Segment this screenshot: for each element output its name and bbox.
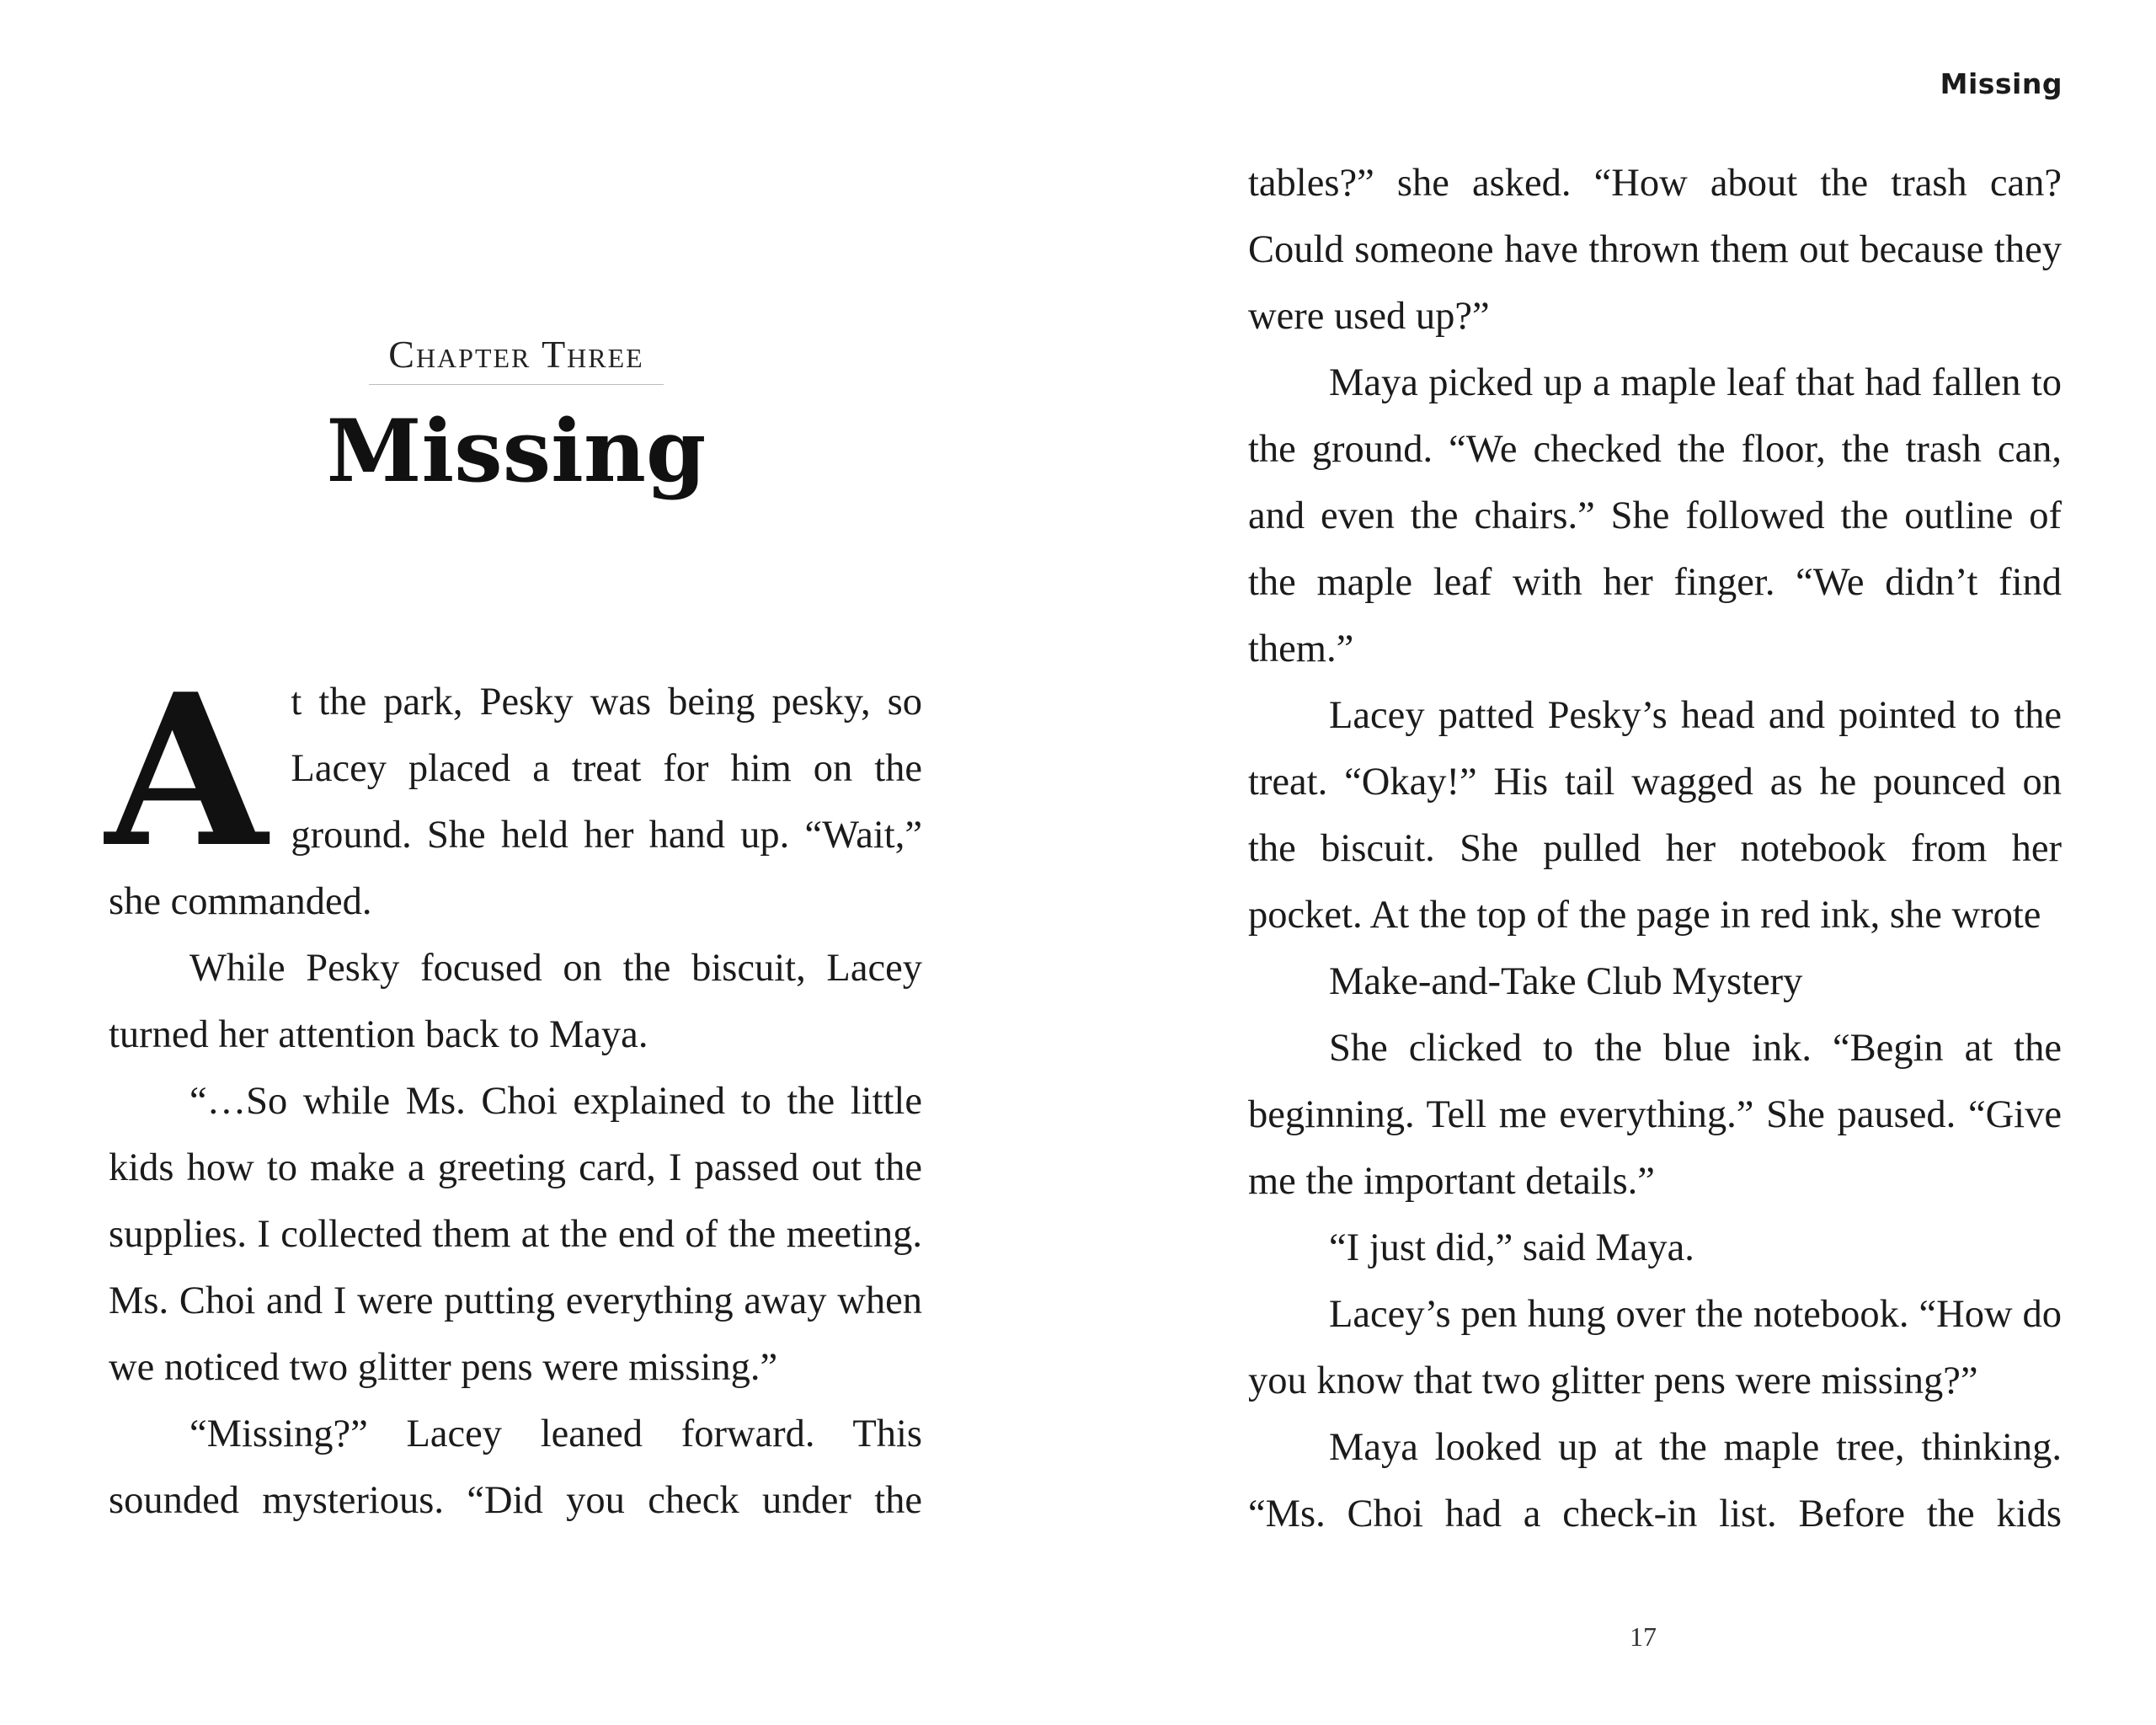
page-number: 17 <box>1630 1621 1657 1652</box>
paragraph-2: While Pesky focused on the biscuit, Lacey turned her attention back to Maya. <box>109 947 922 1056</box>
paragraph-1: tables?” she asked. “How about the trash can? Could someone have thrown them out because they were used up?” <box>1248 162 2062 338</box>
paragraph-6: “I just did,” said Maya. <box>1329 1226 1694 1269</box>
right-page-body <box>1248 150 2062 1547</box>
paragraph-4: “Missing?” Lacey leaned forward. This sounded mysterious. “Did you check under the <box>109 1413 922 1522</box>
chapter-label: Chapter Three <box>369 335 664 385</box>
running-head: Missing <box>1940 67 2063 100</box>
paragraph-5: She clicked to the blue ink. “Begin at the beginning. Tell me everything.” She paused. “Give me the important details.” <box>1248 1027 2062 1203</box>
paragraph-1 <box>105 649 922 935</box>
drop-cap: A <box>105 649 268 894</box>
left-page-body <box>105 649 922 1534</box>
paragraph-3: Lacey patted Pesky’s head and pointed to the treat. “Okay!” His tail wagged as he pounced on the biscuit. She pulled her notebook from her pocket. At the top of the page in red ink, she wrote <box>1248 694 2062 937</box>
paragraph-7: Lacey’s pen hung over the notebook. “How do you know that two glitter pens were missing?” <box>1248 1293 2062 1402</box>
right-page <box>1078 0 2156 1725</box>
paragraph-2: Maya picked up a maple leaf that had fallen to the ground. “We checked the floor, the trash can, and even the chairs.” She followed the outline of the maple leaf with her finger. “We didn’t find them.” <box>1248 361 2062 670</box>
notebook-heading: Make-and-Take Club Mystery <box>1329 960 1803 1003</box>
chapter-title: Missing <box>326 401 707 502</box>
paragraph-1-text: t the park, Pesky was being pesky, so Lacey placed a treat for him on the ground. She held her hand up. “Wait,” she commanded. <box>109 681 922 923</box>
paragraph-8: Maya looked up at the maple tree, thinking. “Ms. Choi had a check-in list. Before the kids <box>1248 1426 2062 1535</box>
paragraph-3: “…So while Ms. Choi explained to the little kids how to make a greeting card, I passed out the supplies. I collected them at the end of the meeting. Ms. Choi and I were putting everything away when we noticed two glitter pens were missing.” <box>109 1080 922 1389</box>
